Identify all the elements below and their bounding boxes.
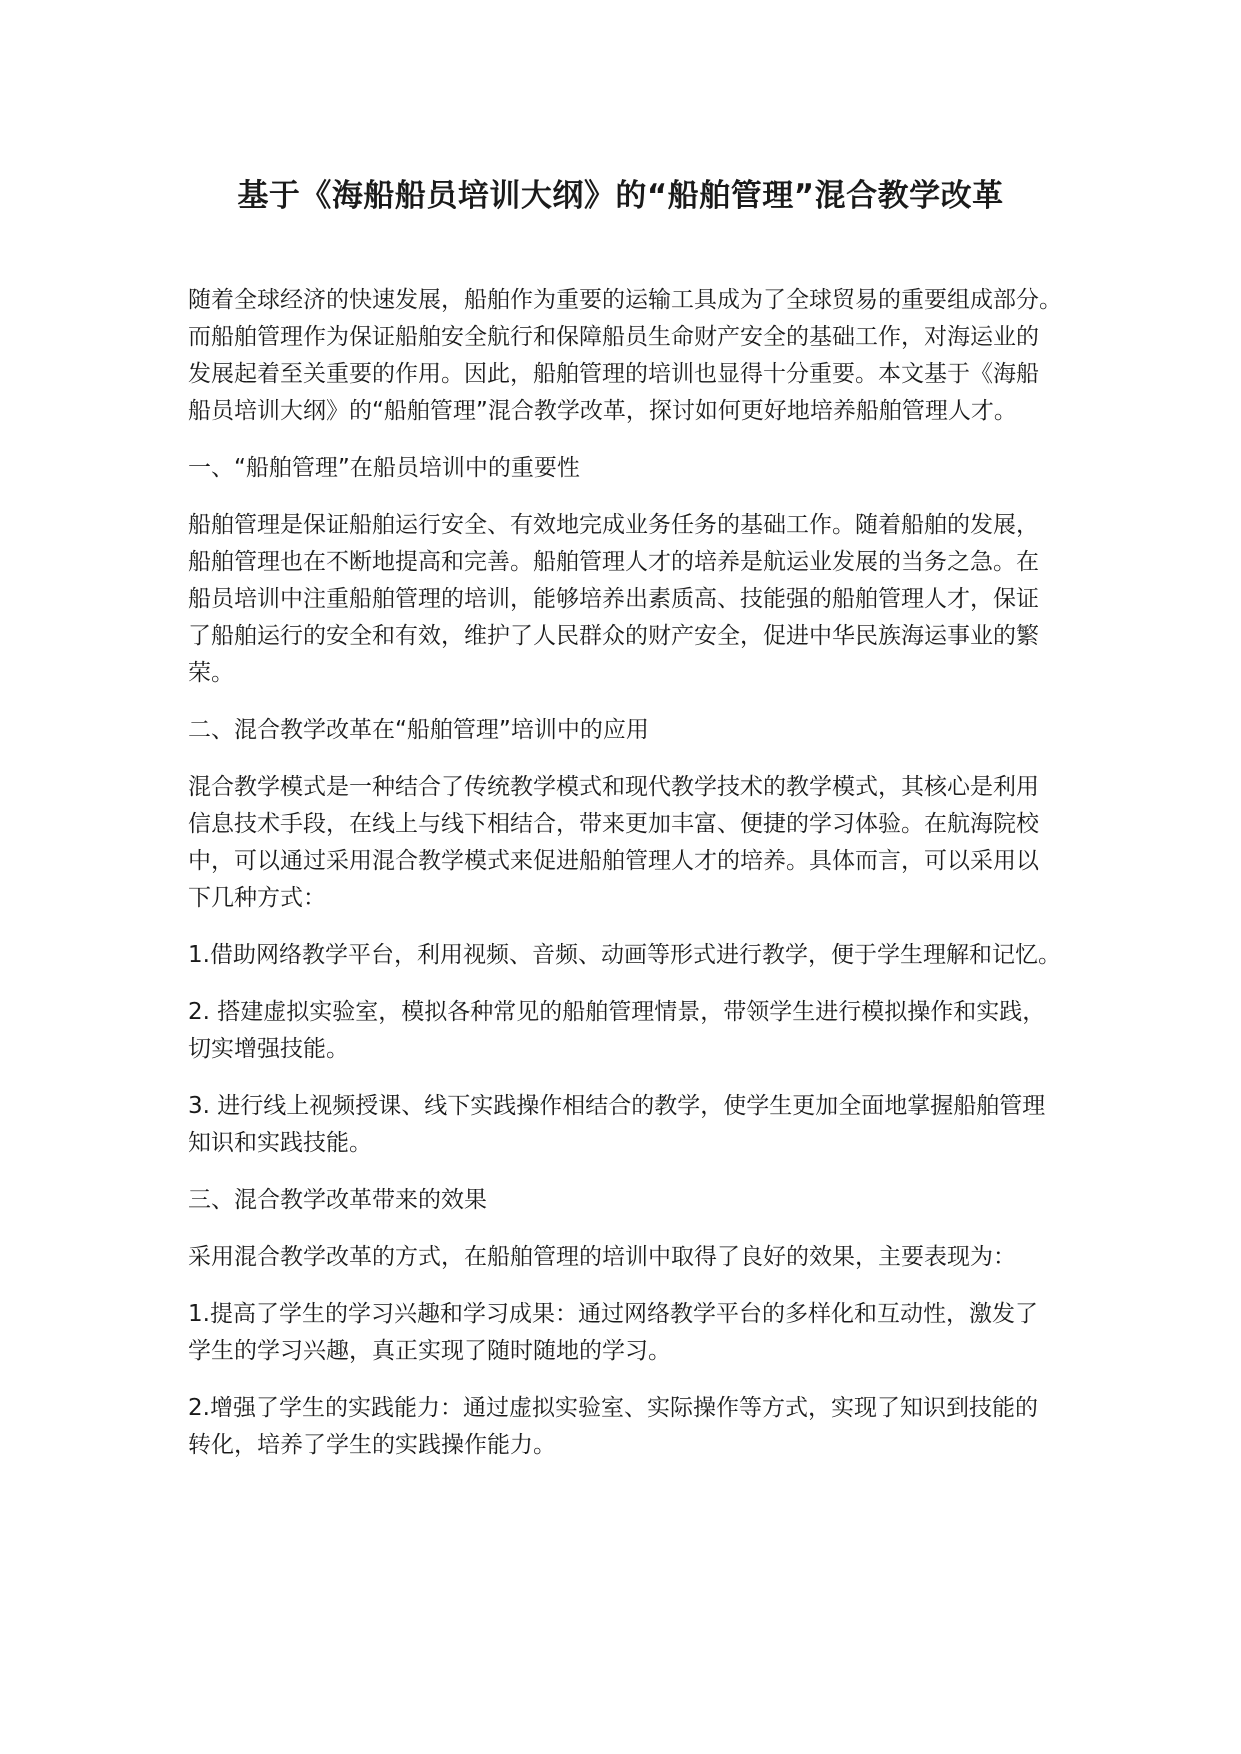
- text-line: 下几种方式：: [188, 885, 326, 911]
- document-body: [188, 282, 1068, 1484]
- text-line: 三、混合教学改革带来的效果: [188, 1187, 487, 1213]
- section-heading-3: [188, 1182, 1068, 1219]
- text-line: 荣。: [188, 660, 234, 686]
- text-line: 2.增强了学生的实践能力：通过虚拟实验室、实际操作等方式，实现了知识到技能的: [188, 1395, 1038, 1421]
- paragraph-intro: [188, 282, 1068, 430]
- text-line: 船舶管理也在不断地提高和完善。船舶管理人才的培养是航运业发展的当务之急。在: [188, 549, 1039, 575]
- paragraph-section-3: [188, 1239, 1068, 1276]
- list-item-effect-1: [188, 1296, 1068, 1370]
- text-line: 发展起着至关重要的作用。因此，船舶管理的培训也显得十分重要。本文基于《海船: [188, 361, 1039, 387]
- text-line: 混合教学模式是一种结合了传统教学模式和现代教学技术的教学模式，其核心是利用: [188, 774, 1039, 800]
- text-line: 二、混合教学改革在“船舶管理”培训中的应用: [188, 717, 649, 743]
- text-line: 转化，培养了学生的实践操作能力。: [188, 1432, 556, 1458]
- text-line: 2. 搭建虚拟实验室，模拟各种常见的船舶管理情景，带领学生进行模拟操作和实践，: [188, 999, 1046, 1025]
- list-item-effect-2: [188, 1390, 1068, 1464]
- text-line: 1.提高了学生的学习兴趣和学习成果：通过网络教学平台的多样化和互动性，激发了: [188, 1301, 1038, 1327]
- list-item-method-3: [188, 1088, 1068, 1162]
- text-line: 学生的学习兴趣，真正实现了随时随地的学习。: [188, 1338, 671, 1364]
- text-line: 知识和实践技能。: [188, 1130, 372, 1156]
- text-line: 1.借助网络教学平台，利用视频、音频、动画等形式进行教学，便于学生理解和记忆。: [188, 942, 1061, 968]
- paragraph-section-2: [188, 769, 1068, 917]
- text-line: 中，可以通过采用混合教学模式来促进船舶管理人才的培养。具体而言，可以采用以: [188, 848, 1039, 874]
- section-heading-1: [188, 450, 1068, 487]
- text-line: 船员培训中注重船舶管理的培训，能够培养出素质高、技能强的船舶管理人才，保证: [188, 586, 1039, 612]
- text-line: 采用混合教学改革的方式，在船舶管理的培训中取得了良好的效果，主要表现为：: [188, 1244, 1016, 1270]
- text-line: 一、“船舶管理”在船员培训中的重要性: [188, 455, 580, 481]
- list-item-method-1: [188, 937, 1068, 974]
- text-line: 信息技术手段，在线上与线下相结合，带来更加丰富、便捷的学习体验。在航海院校: [188, 811, 1039, 837]
- text-line: 而船舶管理作为保证船舶安全航行和保障船员生命财产安全的基础工作，对海运业的: [188, 324, 1039, 350]
- section-heading-2: [188, 712, 1068, 749]
- list-item-method-2: [188, 994, 1068, 1068]
- document-title: 基于《海船船员培训大纲》的“船舶管理”混合教学改革: [237, 178, 1004, 214]
- text-line: 随着全球经济的快速发展，船舶作为重要的运输工具成为了全球贸易的重要组成部分。: [188, 287, 1062, 313]
- text-line: 船员培训大纲》的“船舶管理”混合教学改革，探讨如何更好地培养船舶管理人才。: [188, 398, 1017, 424]
- text-line: 3. 进行线上视频授课、线下实践操作相结合的教学，使学生更加全面地掌握船舶管理: [188, 1093, 1046, 1119]
- text-line: 切实增强技能。: [188, 1036, 349, 1062]
- paragraph-section-1: [188, 507, 1068, 692]
- text-line: 船舶管理是保证船舶运行安全、有效地完成业务任务的基础工作。随着船舶的发展，: [188, 512, 1039, 538]
- text-line: 了船舶运行的安全和有效，维护了人民群众的财产安全，促进中华民族海运事业的繁: [188, 623, 1039, 649]
